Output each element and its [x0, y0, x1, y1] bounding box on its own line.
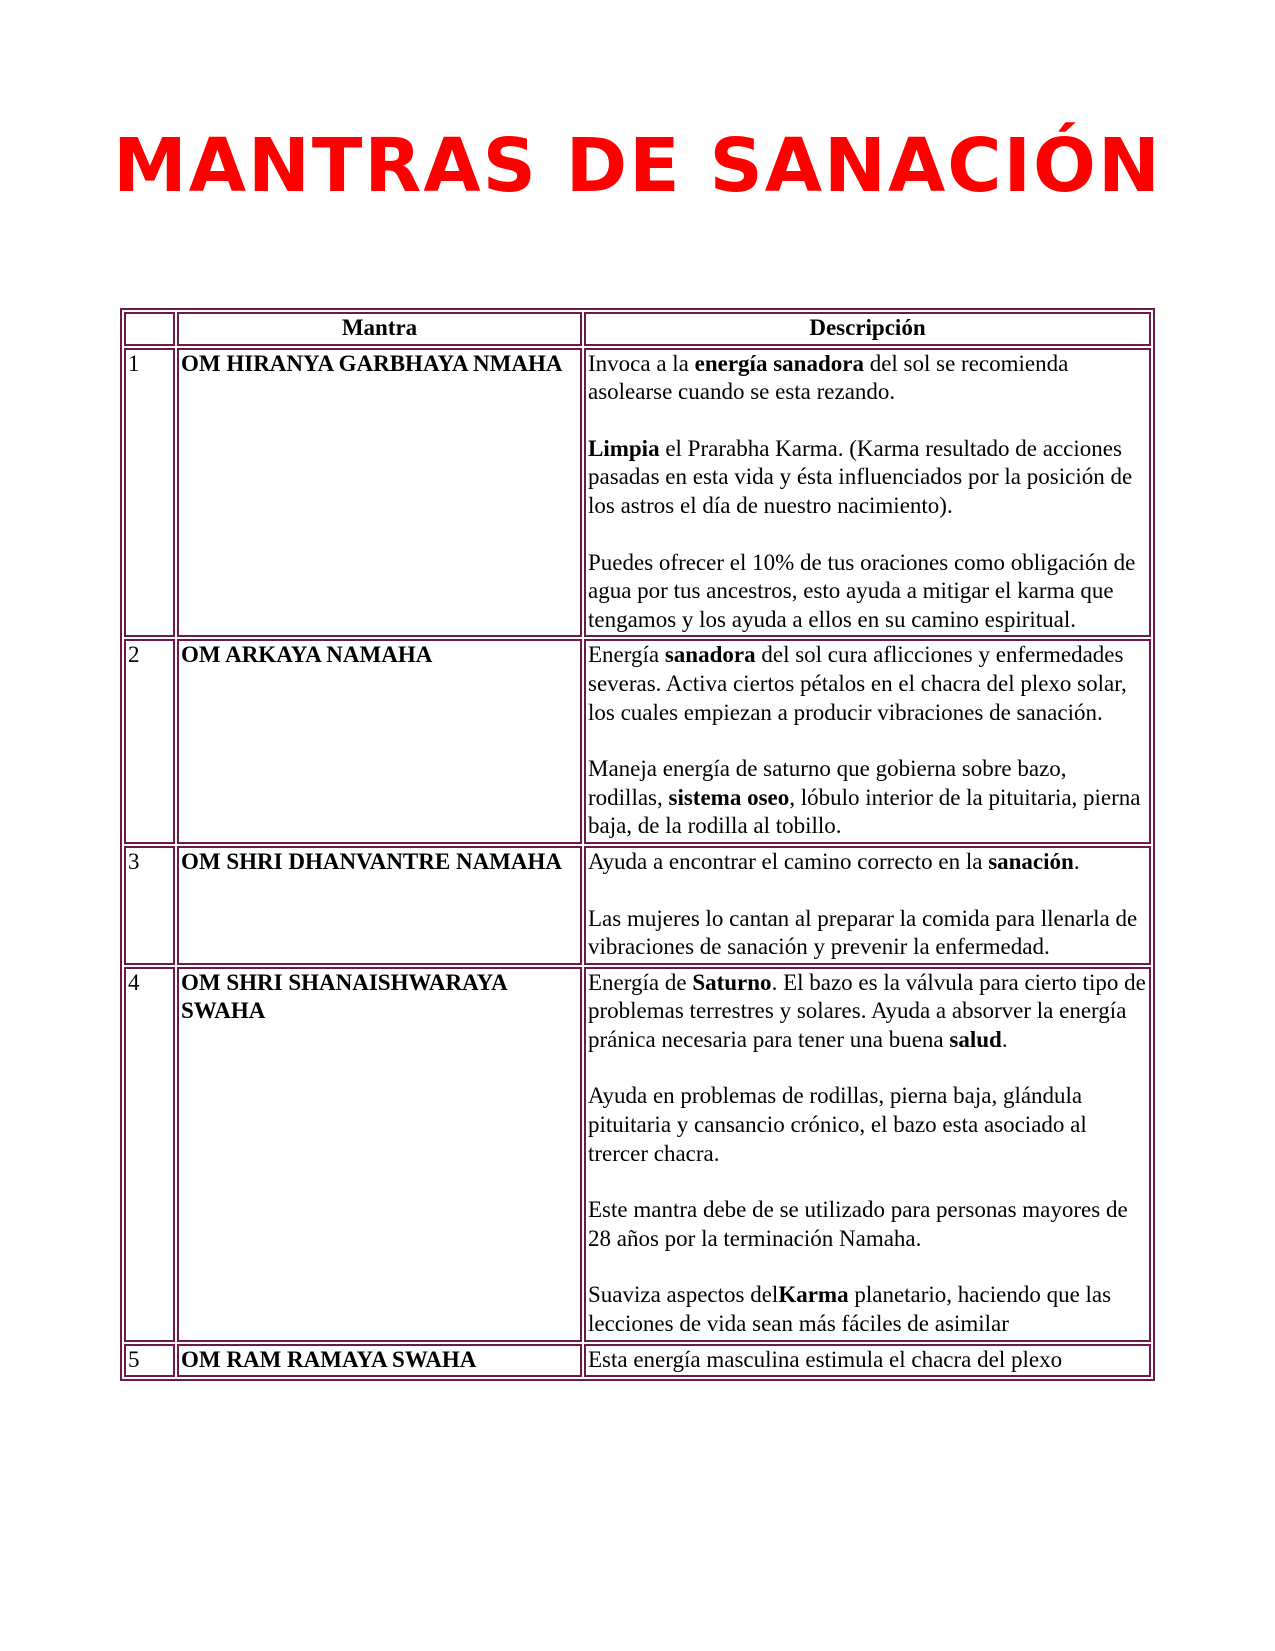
mantra-name: OM RAM RAMAYA SWAHA [177, 1344, 582, 1378]
row-number: 5 [124, 1344, 175, 1378]
text-segment: Ayuda a encontrar el camino correcto en la [588, 848, 989, 874]
bold-text: sanación [988, 848, 1074, 874]
header-description: Descripción [584, 312, 1151, 346]
text-segment: Ayuda en problemas de rodillas, pierna baja, glándula pituitaria y cansancio crónico, el bazo esta asociado al trercer chacra. [588, 1083, 1087, 1166]
row-number: 3 [124, 846, 175, 965]
text-segment: . [1001, 1026, 1008, 1052]
mantra-name: OM ARKAYA NAMAHA [177, 639, 582, 844]
bold-text: Karma [778, 1282, 849, 1308]
description-paragraph [588, 641, 1147, 727]
mantra-description [584, 846, 1151, 965]
mantra-description [584, 1344, 1151, 1378]
row-number: 4 [124, 967, 175, 1342]
text-segment: Energía de [588, 969, 693, 995]
table-row [124, 348, 1151, 638]
text-segment: Suaviza aspectos del [588, 1282, 779, 1308]
description-paragraph [588, 549, 1147, 635]
text-segment: Maneja energía de saturno que gobierna sobre bazo, rodillas, [588, 756, 1067, 810]
text-segment: Las mujeres lo cantan al preparar la comida para llenarla de vibraciones de sanación y prevenir la enfermedad. [588, 905, 1138, 960]
description-paragraph [588, 1196, 1147, 1253]
table-row [124, 967, 1151, 1342]
bold-text: sanadora [664, 642, 756, 668]
description-paragraph [588, 755, 1147, 841]
description-paragraph [588, 1082, 1147, 1168]
description-paragraph [588, 1346, 1147, 1375]
mantra-name: OM SHRI SHANAISHWARAYA SWAHA [177, 967, 582, 1342]
description-paragraph [588, 350, 1147, 407]
text-segment: del sol cura aflicciones y enfermedades severas. Activa ciertos pétalos en el chacra del plexo solar, los cuales empiezan a producir vibraciones de sanación. [588, 642, 1127, 725]
bold-text: Limpia [588, 435, 660, 461]
mantra-description [584, 967, 1151, 1342]
mantra-description [584, 348, 1151, 638]
bold-text: Saturno [692, 969, 772, 995]
text-segment: Puedes ofrecer el 10% de tus oraciones como obligación de agua por tus ancestros, esto ayuda a mitigar el karma que tengamos y los ayuda a ellos en su camino espiritual. [588, 549, 1136, 632]
mantra-name: OM HIRANYA GARBHAYA NMAHA [177, 348, 582, 638]
text-segment: . El bazo es la válvula para cierto tipo de problemas terrestres y solares. Ayuda a absorver la energía pránica necesaria para tener una buena [588, 969, 1146, 1052]
text-segment: planetario, haciendo que las lecciones de vida sean más fáciles de asimilar [588, 1282, 1112, 1337]
header-mantra: Mantra [177, 312, 582, 346]
description-paragraph [588, 1281, 1147, 1338]
mantra-description [584, 639, 1151, 844]
text-segment: el Prarabha Karma. (Karma resultado de acciones pasadas en esta vida y ésta influenciados por la posición de los astros el día de nuestro nacimiento). [588, 435, 1133, 518]
table-body [124, 348, 1151, 1378]
bold-text: salud [949, 1026, 1002, 1052]
description-paragraph [588, 905, 1147, 962]
row-number: 2 [124, 639, 175, 844]
row-number: 1 [124, 348, 175, 638]
page-title: MANTRAS DE SANACIÓN [113, 123, 1162, 209]
text-segment: Esta energía masculina estimula el chacra del plexo [588, 1346, 1063, 1372]
description-paragraph [588, 969, 1147, 1055]
description-paragraph [588, 848, 1147, 877]
table-header-row [124, 312, 1151, 346]
mantra-name: OM SHRI DHANVANTRE NAMAHA [177, 846, 582, 965]
text-segment: Invoca a la [588, 350, 695, 376]
text-segment: Energía [588, 642, 665, 668]
text-segment: Este mantra debe de se utilizado para personas mayores de 28 años por la terminación Namaha. [588, 1197, 1128, 1251]
table-row [124, 846, 1151, 965]
mantra-table [120, 308, 1155, 1381]
header-number [124, 312, 175, 346]
description-paragraph [588, 435, 1147, 521]
table-row [124, 1344, 1151, 1378]
bold-text: energía sanadora [694, 350, 864, 376]
text-segment: , lóbulo interior de la pituitaria, pierna baja, de la rodilla al tobillo. [588, 784, 1141, 839]
bold-text: sistema oseo [668, 784, 790, 810]
table-row [124, 639, 1151, 844]
text-segment: del sol se recomienda asolearse cuando se esta rezando. [588, 350, 1069, 405]
text-segment: . [1073, 848, 1080, 874]
